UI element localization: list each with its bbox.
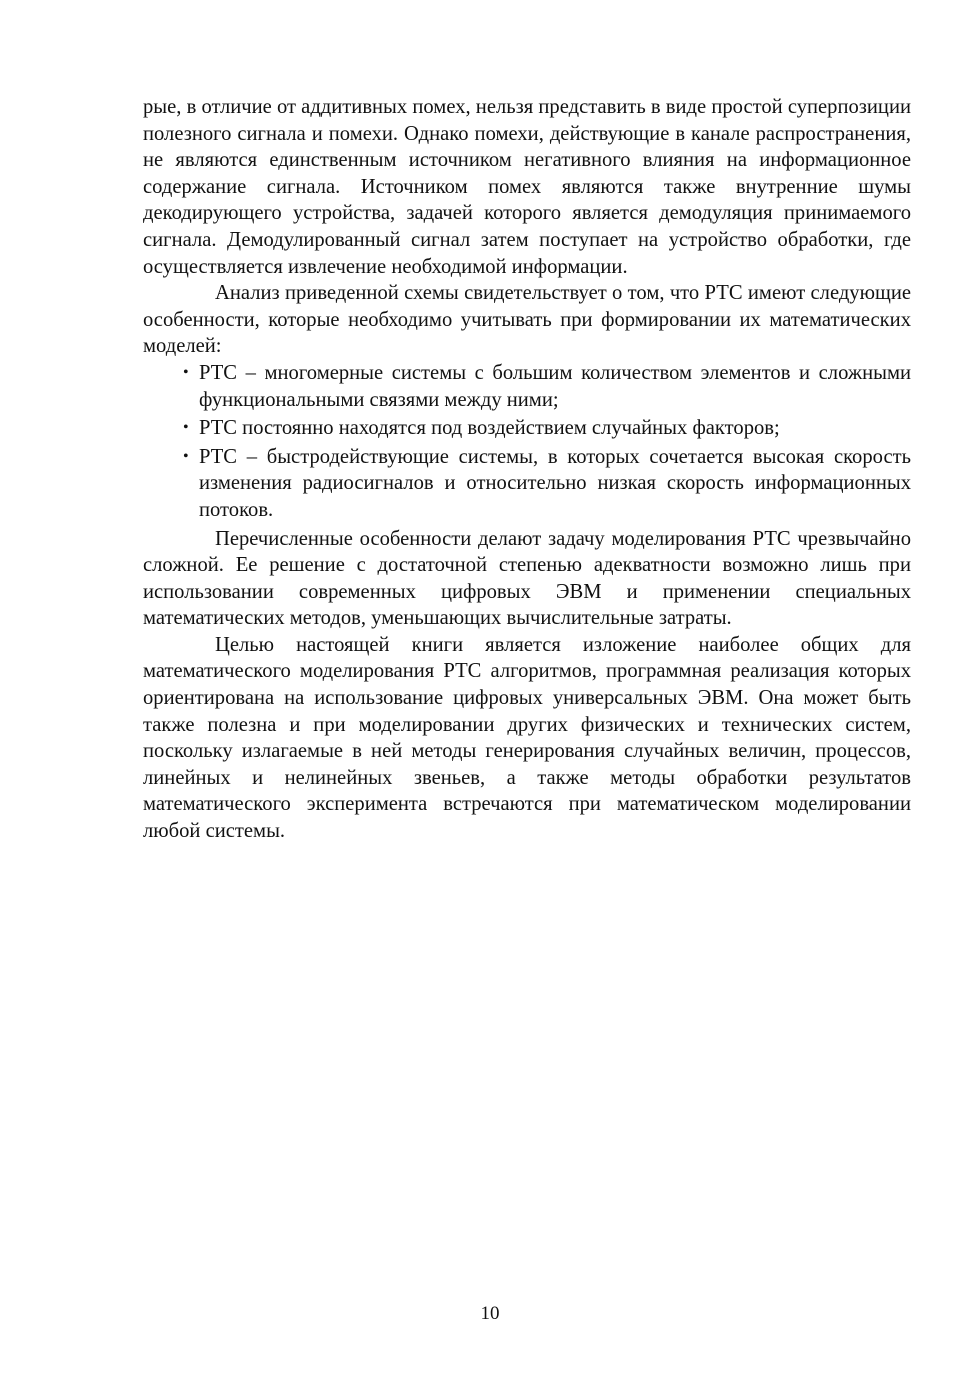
list-item <box>143 360 911 413</box>
list-item-text: РТС – многомерные системы с большим количеством элементов и сложными функциональными связями между ними; <box>199 361 911 411</box>
bullet-icon: • <box>183 363 189 381</box>
paragraph-book-goal: Целью настоящей книги является изложение наиболее общих для математического моделирования РТС алгоритмов, программная реализация которых ориентирована на использование цифровых универсальных ЭВМ. Она может быть также полезна и при моделировании других физических и технических систем, поскольку излагаемые в ней методы генерирования случайных величин, процессов, линейных и нелинейных звеньев, а также методы обработки результатов математического эксперимента встречаются при математическом моделировании любой системы. <box>143 633 911 843</box>
list-item-text: РТС – быстродействующие системы, в которых сочетается высокая скорость изменения радиосигналов и относительно низкая скорость информационных потоков. <box>199 445 911 521</box>
bullet-icon: • <box>183 419 189 437</box>
features-list <box>143 360 911 524</box>
bullet-icon: • <box>183 447 189 465</box>
page-number: 10 <box>480 1303 500 1324</box>
paragraph-features-conclusion: Перечисленные особенности делают задачу моделирования РТС чрезвычайно сложной. Ее решение с достаточной степенью адекватности возможно лишь при использовании современных цифровых ЭВМ и применении специальных математических методов, уменьшающих вычислительные затраты. <box>143 527 911 630</box>
list-item <box>143 444 911 524</box>
page-body <box>143 94 911 845</box>
paragraph-continuation: рые, в отличие от аддитивных помех, нельзя представить в виде простой суперпозиции полезного сигнала и помехи. Однако помехи, действующие в канале распространения, не являются единственным источником негативного влияния на информационное содержание сигнала. Источником помех являются также внутренние шумы декодирующего устройства, задачей которого является демодуляция принимаемого сигнала. Демодулированный сигнал затем поступает на устройство обработки, где осуществляется извлечение необходимой информации. <box>143 96 911 278</box>
list-item-text: РТС постоянно находятся под воздействием случайных факторов; <box>199 417 780 440</box>
list-item <box>143 415 911 442</box>
paragraph-analysis: Анализ приведенной схемы свидетельствует о том, что РТС имеют следующие особенности, которые необходимо учитывать при формировании их математических моделей: <box>143 282 911 358</box>
